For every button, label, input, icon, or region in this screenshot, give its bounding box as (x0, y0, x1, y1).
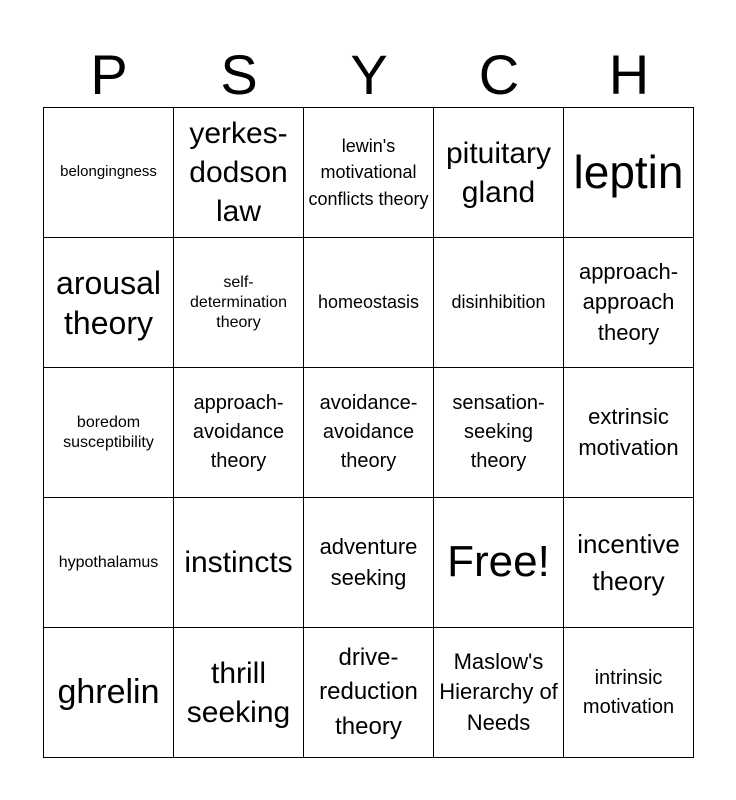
bingo-header (44, 44, 694, 106)
header-letter-c: C (478, 43, 520, 106)
free-space-text: Free! (447, 537, 550, 587)
cell-text: thrill seeking (186, 656, 291, 729)
bingo-cell[interactable] (434, 628, 564, 758)
bingo-cell[interactable] (44, 498, 174, 628)
bingo-cell[interactable] (304, 498, 434, 628)
cell-text: instincts (184, 546, 293, 579)
bingo-cell[interactable] (174, 498, 304, 628)
bingo-cell[interactable] (174, 368, 304, 498)
bingo-cell[interactable] (304, 108, 434, 238)
bingo-cell[interactable] (434, 238, 564, 368)
cell-text: leptin (573, 146, 684, 199)
cell-text: boredom susceptibility (63, 413, 154, 451)
cell-text: yerkes-dodson law (189, 117, 288, 228)
cell-text: sensation-seeking theory (452, 392, 545, 472)
cell-text: self-determination theory (190, 273, 287, 331)
bingo-cell[interactable] (304, 628, 434, 758)
cell-text: extrinsic motivation (578, 404, 679, 460)
cell-text: Maslow's Hierarchy of Needs (439, 648, 558, 735)
cell-text: belongingness (60, 163, 157, 181)
header-letter-s: S (220, 43, 258, 106)
cell-text: homeostasis (317, 292, 420, 313)
header-letter-h: H (608, 43, 650, 106)
bingo-card-grid (43, 107, 694, 758)
cell-text: drive-reduction theory (319, 644, 418, 740)
cell-text: incentive theory (577, 529, 680, 596)
bingo-cell[interactable] (564, 108, 694, 238)
bingo-cell[interactable] (44, 238, 174, 368)
cell-text: arousal theory (56, 264, 161, 341)
bingo-cell[interactable] (174, 238, 304, 368)
bingo-cell[interactable] (564, 628, 694, 758)
cell-text: lewin's motivational conflicts theory (308, 136, 429, 209)
header-letter-y: Y (350, 43, 388, 106)
bingo-cell[interactable] (44, 368, 174, 498)
cell-text: pituitary gland (445, 136, 552, 209)
bingo-cell[interactable] (564, 368, 694, 498)
bingo-cell[interactable] (434, 368, 564, 498)
bingo-cell[interactable] (564, 498, 694, 628)
bingo-cell[interactable] (174, 628, 304, 758)
cell-text: hypothalamus (58, 553, 159, 571)
cell-text: ghrelin (57, 673, 160, 712)
bingo-cell[interactable] (434, 108, 564, 238)
bingo-cell[interactable] (304, 368, 434, 498)
cell-text: adventure seeking (319, 534, 418, 590)
bingo-cell[interactable] (44, 628, 174, 758)
header-letter-p: P (90, 43, 128, 106)
free-space-cell[interactable] (434, 498, 564, 628)
bingo-cell[interactable] (44, 108, 174, 238)
bingo-cell[interactable] (304, 238, 434, 368)
cell-text: approach-avoidance theory (192, 392, 285, 472)
cell-text: approach-approach theory (578, 258, 679, 345)
bingo-cell[interactable] (564, 238, 694, 368)
cell-text: avoidance-avoidance theory (319, 392, 418, 472)
cell-text: intrinsic motivation (582, 666, 675, 718)
cell-text: disinhibition (451, 292, 546, 313)
bingo-cell[interactable] (174, 108, 304, 238)
